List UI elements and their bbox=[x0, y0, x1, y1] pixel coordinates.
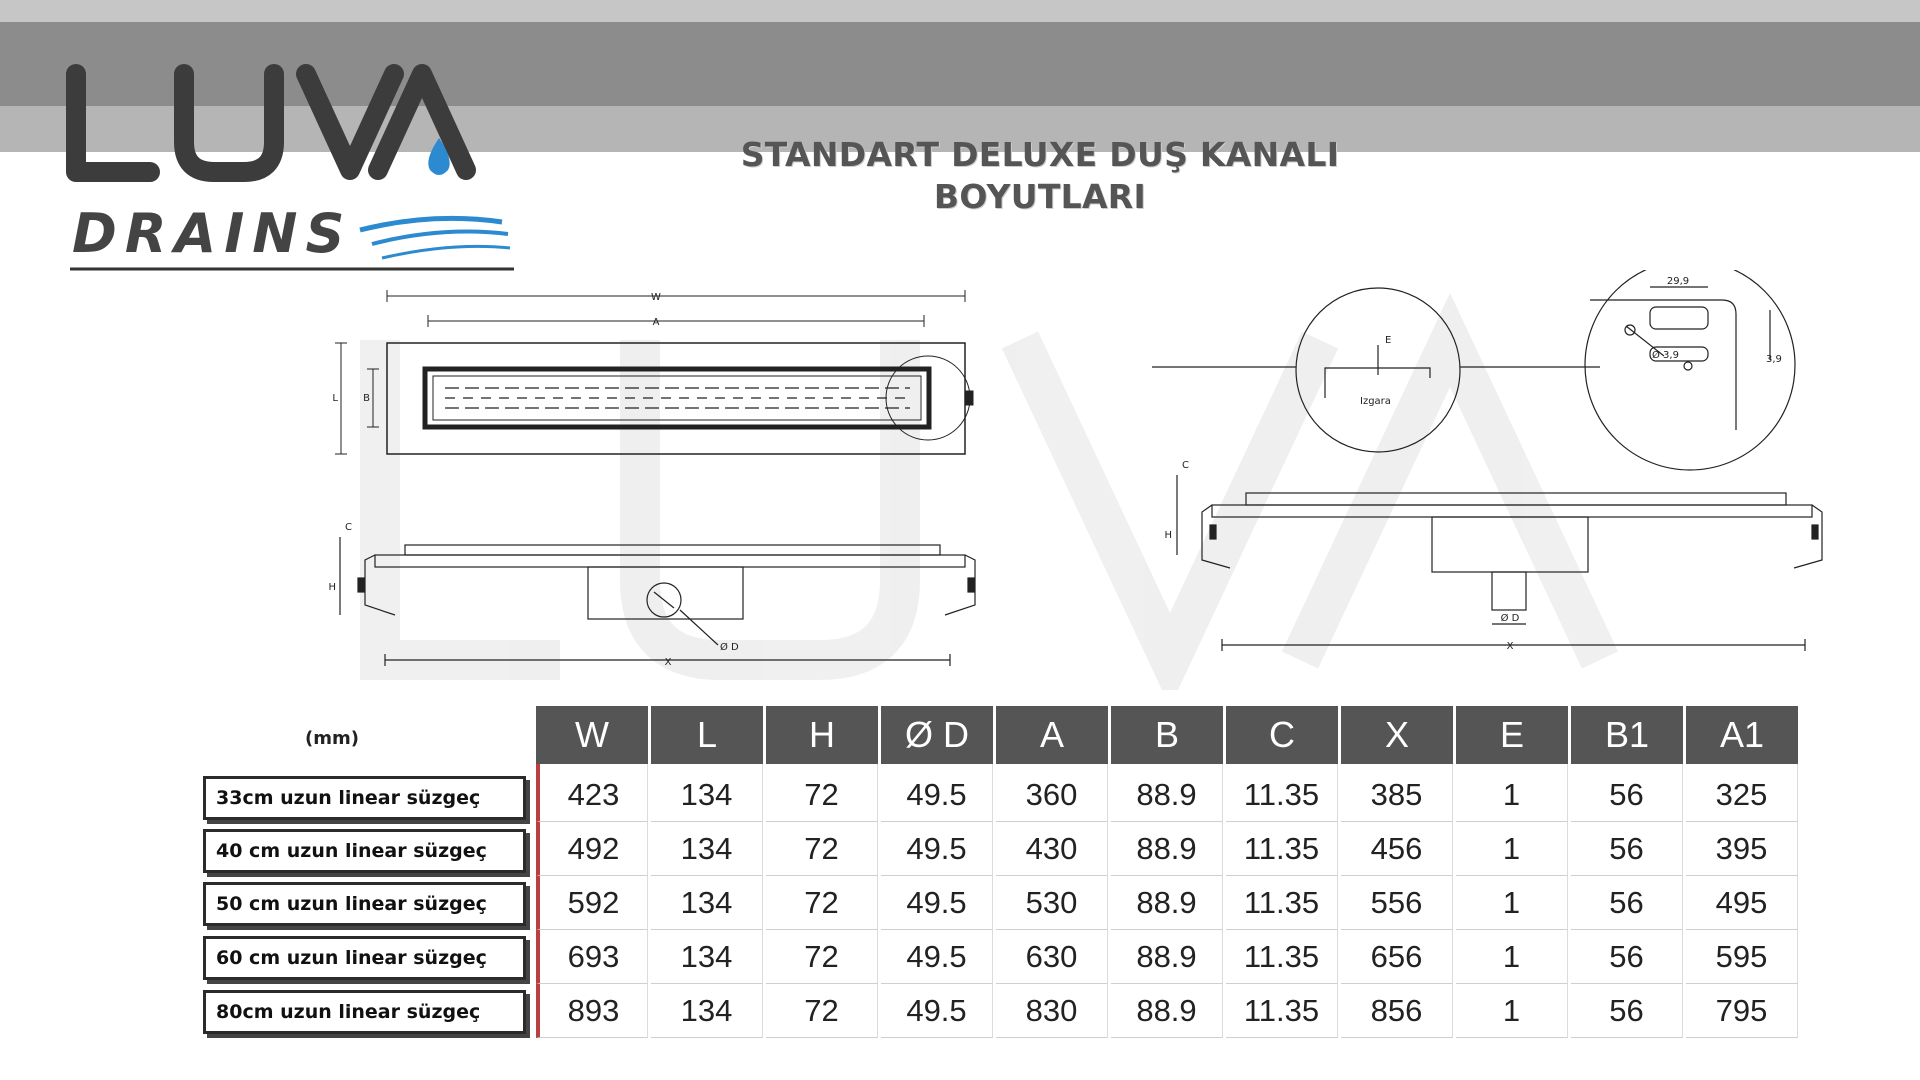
table-cell: 1 bbox=[1456, 764, 1568, 822]
table-cell: 72 bbox=[766, 876, 878, 930]
page-title bbox=[650, 134, 1430, 218]
label-w: W bbox=[651, 292, 661, 303]
table-row bbox=[536, 876, 1798, 930]
table-cell: 49.5 bbox=[881, 984, 993, 1038]
column-header: X bbox=[1341, 706, 1453, 764]
table-cell: 11.35 bbox=[1226, 764, 1338, 822]
table-cell: 11.35 bbox=[1226, 930, 1338, 984]
label-e: E bbox=[1385, 335, 1392, 346]
brand-sub-text: DRAINS bbox=[72, 202, 353, 265]
table-cell: 88.9 bbox=[1111, 876, 1223, 930]
table-cell: 134 bbox=[651, 876, 763, 930]
dimensions-table bbox=[533, 706, 1801, 1038]
row-label: 33cm uzun linear süzgeç bbox=[203, 776, 526, 820]
label-x-left: X bbox=[664, 657, 672, 668]
column-header: B bbox=[1111, 706, 1223, 764]
table-cell: 423 bbox=[536, 764, 648, 822]
watermark-logo bbox=[380, 340, 1600, 660]
label-b: B bbox=[363, 393, 370, 404]
label-h-left: H bbox=[328, 582, 336, 593]
row-label: 60 cm uzun linear süzgeç bbox=[203, 936, 526, 980]
table-cell: 11.35 bbox=[1226, 984, 1338, 1038]
table-cell: 49.5 bbox=[881, 930, 993, 984]
table-row bbox=[536, 930, 1798, 984]
table-cell: 134 bbox=[651, 822, 763, 876]
table-cell: 630 bbox=[996, 930, 1108, 984]
table-cell: 325 bbox=[1686, 764, 1798, 822]
unit-label: (mm) bbox=[305, 728, 359, 749]
technical-drawing bbox=[0, 270, 1920, 690]
detail-izgara bbox=[1152, 288, 1600, 452]
table-cell: 134 bbox=[651, 984, 763, 1038]
table-body bbox=[536, 764, 1798, 1038]
side-view-right bbox=[1177, 475, 1822, 651]
table-row bbox=[536, 764, 1798, 822]
table-cell: 56 bbox=[1571, 930, 1683, 984]
column-header: B1 bbox=[1571, 706, 1683, 764]
table-cell: 795 bbox=[1686, 984, 1798, 1038]
table-cell: 56 bbox=[1571, 876, 1683, 930]
table-cell: 134 bbox=[651, 764, 763, 822]
brand-logo bbox=[62, 62, 522, 277]
label-d-right: Ø D bbox=[1500, 613, 1520, 624]
column-header: H bbox=[766, 706, 878, 764]
table-cell: 88.9 bbox=[1111, 822, 1223, 876]
label-29-9: 29,9 bbox=[1666, 276, 1690, 287]
table-cell: 1 bbox=[1456, 876, 1568, 930]
table-cell: 492 bbox=[536, 822, 648, 876]
table-cell: 72 bbox=[766, 984, 878, 1038]
table-header-row bbox=[536, 706, 1798, 764]
column-header: E bbox=[1456, 706, 1568, 764]
label-x-right: X bbox=[1506, 641, 1514, 652]
table-cell: 1 bbox=[1456, 930, 1568, 984]
table-cell: 430 bbox=[996, 822, 1108, 876]
table-cell: 360 bbox=[996, 764, 1108, 822]
column-header: C bbox=[1226, 706, 1338, 764]
label-izgara: Izgara bbox=[1360, 396, 1391, 407]
label-phi-3-9: Ø 3,9 bbox=[1652, 350, 1679, 361]
table-cell: 893 bbox=[536, 984, 648, 1038]
table-cell: 592 bbox=[536, 876, 648, 930]
title-line-1: STANDART DELUXE DUŞ KANALI bbox=[740, 135, 1340, 174]
title-line-2: BOYUTLARI bbox=[933, 177, 1147, 216]
table-cell: 693 bbox=[536, 930, 648, 984]
label-d-left: Ø D bbox=[720, 642, 739, 653]
table-cell: 530 bbox=[996, 876, 1108, 930]
column-header: W bbox=[536, 706, 648, 764]
column-header: A1 bbox=[1686, 706, 1798, 764]
table-cell: 49.5 bbox=[881, 764, 993, 822]
row-label: 50 cm uzun linear süzgeç bbox=[203, 882, 526, 926]
row-label: 80cm uzun linear süzgeç bbox=[203, 990, 526, 1034]
table-cell: 72 bbox=[766, 764, 878, 822]
row-label: 40 cm uzun linear süzgeç bbox=[203, 829, 526, 873]
table-cell: 1 bbox=[1456, 822, 1568, 876]
label-3-9: 3,9 bbox=[1766, 354, 1782, 365]
label-c-right: C bbox=[1182, 460, 1189, 471]
table-cell: 830 bbox=[996, 984, 1108, 1038]
column-header: A bbox=[996, 706, 1108, 764]
table-row bbox=[536, 984, 1798, 1038]
table-cell: 88.9 bbox=[1111, 764, 1223, 822]
table-cell: 11.35 bbox=[1226, 876, 1338, 930]
detail-corner bbox=[1585, 270, 1795, 470]
table-cell: 72 bbox=[766, 822, 878, 876]
table-cell: 456 bbox=[1341, 822, 1453, 876]
table-cell: 395 bbox=[1686, 822, 1798, 876]
table-cell: 856 bbox=[1341, 984, 1453, 1038]
table-cell: 556 bbox=[1341, 876, 1453, 930]
label-c-left: C bbox=[345, 522, 352, 533]
column-header: Ø D bbox=[881, 706, 993, 764]
table-cell: 1 bbox=[1456, 984, 1568, 1038]
table-cell: 88.9 bbox=[1111, 930, 1223, 984]
table-cell: 88.9 bbox=[1111, 984, 1223, 1038]
table-row bbox=[536, 822, 1798, 876]
table-cell: 656 bbox=[1341, 930, 1453, 984]
label-l: L bbox=[332, 393, 338, 404]
table-cell: 72 bbox=[766, 930, 878, 984]
label-h-right: H bbox=[1164, 530, 1172, 541]
table-cell: 56 bbox=[1571, 822, 1683, 876]
table-cell: 56 bbox=[1571, 984, 1683, 1038]
column-header: L bbox=[651, 706, 763, 764]
table-cell: 49.5 bbox=[881, 876, 993, 930]
table-cell: 56 bbox=[1571, 764, 1683, 822]
table-cell: 385 bbox=[1341, 764, 1453, 822]
table-cell: 595 bbox=[1686, 930, 1798, 984]
table-cell: 134 bbox=[651, 930, 763, 984]
table-cell: 11.35 bbox=[1226, 822, 1338, 876]
label-a: A bbox=[652, 317, 660, 328]
table-cell: 495 bbox=[1686, 876, 1798, 930]
table-cell: 49.5 bbox=[881, 822, 993, 876]
